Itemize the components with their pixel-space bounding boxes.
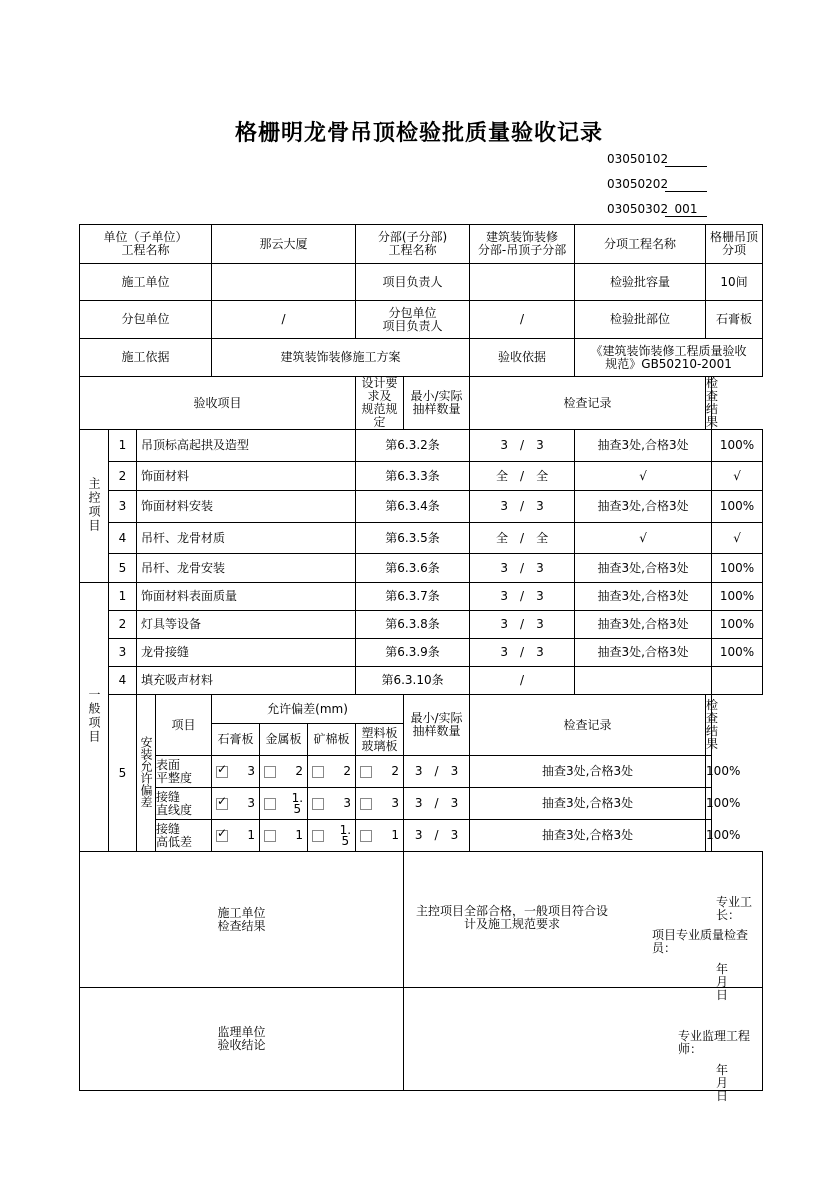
item-name: 饰面材料安装 (137, 491, 356, 523)
foreman-label: 专业工长： (716, 895, 753, 922)
tolerance-cell[interactable]: 2 (308, 756, 356, 788)
tolerance-cell[interactable]: ✓ 1 (212, 820, 260, 852)
col-record: 检查记录 (470, 377, 706, 430)
tolerance-cell[interactable]: 1. 5 (260, 788, 308, 820)
tolerance-header: 允许偏差(mm) (212, 695, 404, 724)
item-result: 100% (712, 430, 763, 462)
item-no: 3 (109, 639, 137, 667)
item-spec: 第6.3.9条 (356, 639, 470, 667)
item-sample: 3 / 3 (470, 554, 575, 583)
checkbox-icon[interactable] (360, 798, 372, 810)
item-spec: 第6.3.6条 (356, 554, 470, 583)
item-name: 吊顶标高起拱及造型 (137, 430, 356, 462)
checkbox-icon[interactable] (264, 798, 276, 810)
material-mineral: 矿棉板 (308, 724, 356, 756)
checkbox-icon[interactable] (216, 766, 228, 778)
subitem-value: 格栅吊顶分项 (706, 225, 763, 264)
tolerance-cell[interactable]: 1 (356, 820, 404, 852)
checkbox-icon[interactable] (216, 798, 228, 810)
sub-leader-label: 分包单位 项目负责人 (356, 301, 470, 339)
supervision-label: 监理单位 验收结论 (80, 988, 404, 1091)
checkbox-icon[interactable] (360, 766, 372, 778)
sub-unit-value: / (212, 301, 356, 339)
item-spec: 第6.3.4条 (356, 491, 470, 523)
supervision-date: 年 月 日 (716, 1063, 753, 1103)
tolerance-row-name: 接缝 高低差 (156, 820, 212, 852)
general-group-label: 一般项目 (80, 583, 109, 852)
col-record: 检查记录 (470, 695, 706, 756)
code-row (607, 175, 717, 200)
item-spec: 第6.3.8条 (356, 611, 470, 639)
col-result: 检查 结果 (706, 376, 719, 429)
item-no: 1 (109, 583, 137, 611)
supervision-engineer-label: 专业监理工程师： (678, 1029, 751, 1056)
item-sample: / (470, 667, 575, 695)
checkbox-icon[interactable] (312, 830, 324, 842)
tolerance-cell[interactable]: ✓ 3 (212, 756, 260, 788)
checkbox-icon[interactable] (312, 766, 324, 778)
item-sample: 3 / 3 (404, 788, 470, 820)
item-result: √ (712, 523, 763, 554)
item-record: 抽查3处,合格3处 (470, 756, 706, 788)
item-record: √ (575, 462, 712, 491)
item-no: 4 (109, 523, 137, 554)
item-record: 抽查3处,合格3处 (575, 491, 712, 523)
item-result: 100% (706, 756, 712, 788)
material-gypsum: 石膏板 (212, 724, 260, 756)
item-sample: 3 / 3 (470, 611, 575, 639)
item-no: 2 (109, 611, 137, 639)
item-no: 4 (109, 667, 137, 695)
item-name: 吊杆、龙骨材质 (137, 523, 356, 554)
division-label: 分部(子分部) 工程名称 (356, 225, 470, 264)
col-result: 检查 结果 (706, 695, 712, 756)
item-result: 100% (712, 639, 763, 667)
item-sample: 3 / 3 (470, 639, 575, 667)
item-no: 3 (109, 491, 137, 523)
checkbox-icon[interactable] (264, 766, 276, 778)
inspector-label: 项目专业质量检查员： (652, 928, 749, 955)
tolerance-row-name: 接缝 直线度 (156, 788, 212, 820)
unit-value: 那云大厦 (212, 225, 356, 264)
page-title: 格栅明龙骨吊顶检验批质量验收记录 (234, 120, 603, 146)
item-sample: 3 / 3 (470, 430, 575, 462)
tolerance-cell[interactable]: 3 (356, 788, 404, 820)
acceptance-basis-label: 验收依据 (470, 339, 575, 377)
code-value (665, 150, 707, 167)
material-metal: 金属板 (260, 724, 308, 756)
tolerance-row-name: 表面 平整度 (156, 756, 212, 788)
item-result: 100% (706, 820, 712, 852)
basis-label: 施工依据 (80, 339, 212, 377)
item-no: 5 (109, 554, 137, 583)
unit-label: 单位（子单位） 工程名称 (80, 225, 212, 264)
item-result: 100% (712, 491, 763, 523)
item-spec: 第6.3.2条 (356, 430, 470, 462)
checkbox-icon[interactable] (312, 798, 324, 810)
item-record: 抽查3处,合格3处 (575, 430, 712, 462)
construction-check-label: 施工单位 检查结果 (80, 852, 404, 988)
project-leader-value (470, 264, 575, 301)
item-result: 100% (712, 554, 763, 583)
item-result: 100% (706, 788, 712, 820)
tolerance-cell[interactable]: 2 (260, 756, 308, 788)
main-group-label: 主控项目 (80, 430, 109, 583)
construction-conclusion: 主控项目全部合格，一般项目符合设 计及施工规范要求 (416, 904, 609, 931)
item-result: 100% (712, 611, 763, 639)
construction-unit-label: 施工单位 (80, 264, 212, 301)
item-no: 5 (109, 695, 137, 852)
item-spec: 第6.3.3条 (356, 462, 470, 491)
basis-value: 建筑装饰装修施工方案 (212, 339, 470, 377)
tolerance-cell[interactable]: 2 (356, 756, 404, 788)
item-sample: 3 / 3 (470, 583, 575, 611)
tolerance-cell[interactable]: 1. 5 (308, 820, 356, 852)
item-sample: 3 / 3 (470, 491, 575, 523)
checkbox-icon[interactable] (264, 830, 276, 842)
sub-leader-value: / (470, 301, 575, 339)
item-record (575, 667, 712, 695)
col-sample: 最小/实际 抽样数量 (404, 695, 470, 756)
batch-location-label: 检验批部位 (575, 301, 706, 339)
item-record: 抽查3处,合格3处 (575, 639, 712, 667)
item-name: 龙骨接缝 (137, 639, 356, 667)
item-record: √ (575, 523, 712, 554)
item-record: 抽查3处,合格3处 (575, 554, 712, 583)
item-no: 2 (109, 462, 137, 491)
item-spec: 第6.3.10条 (356, 667, 470, 695)
code-number: 03050102 (607, 152, 669, 166)
item-record: 抽查3处,合格3处 (470, 788, 706, 820)
col-sample: 最小/实际 抽样数量 (404, 377, 470, 430)
sub-unit-label: 分包单位 (80, 301, 212, 339)
col-design: 设计要求及 规范规定 (356, 377, 404, 430)
item-name: 饰面材料 (137, 462, 356, 491)
code-row (607, 200, 717, 225)
col-item: 验收项目 (80, 377, 356, 430)
item-name: 吊杆、龙骨安装 (137, 554, 356, 583)
tolerance-cell[interactable]: ✓ 3 (212, 788, 260, 820)
item-record: 抽查3处,合格3处 (575, 611, 712, 639)
project-leader-label: 项目负责人 (356, 264, 470, 301)
code-value: 001 (665, 200, 707, 217)
acceptance-basis-value: 《建筑装饰装修工程质量验收 规范》GB50210-2001 (575, 339, 763, 377)
item-sample: 全 / 全 (470, 523, 575, 554)
item-name: 填充吸声材料 (137, 667, 356, 695)
item-spec: 第6.3.7条 (356, 583, 470, 611)
tolerance-group-label: 安装允许偏差 (137, 695, 156, 852)
code-number: 03050202 (607, 177, 669, 191)
item-no: 1 (109, 430, 137, 462)
code-block (607, 150, 717, 225)
batch-capacity-value: 10间 (706, 264, 763, 301)
tolerance-cell[interactable]: 3 (308, 788, 356, 820)
item-result (712, 667, 763, 695)
item-name: 饰面材料表面质量 (137, 583, 356, 611)
construction-unit-value (212, 264, 356, 301)
tolerance-cell[interactable]: 1 (260, 820, 308, 852)
item-sample: 3 / 3 (404, 820, 470, 852)
item-spec: 第6.3.5条 (356, 523, 470, 554)
inspection-table (79, 224, 763, 1103)
item-record: 抽查3处,合格3处 (470, 820, 706, 852)
batch-location-value: 石膏板 (706, 301, 763, 339)
material-plastic-glass: 塑料板 玻璃板 (356, 724, 404, 756)
code-number: 03050302 (607, 202, 669, 216)
code-value (665, 175, 707, 192)
item-record: 抽查3处,合格3处 (575, 583, 712, 611)
item-name: 灯具等设备 (137, 611, 356, 639)
tolerance-item-label: 项目 (156, 695, 212, 756)
item-sample: 全 / 全 (470, 462, 575, 491)
division-value: 建筑装饰装修 分部-吊顶子分部 (470, 225, 575, 264)
item-result: √ (712, 462, 763, 491)
supervision-body (404, 988, 763, 1103)
item-sample: 3 / 3 (404, 756, 470, 788)
code-row (607, 150, 717, 175)
subitem-label: 分项工程名称 (575, 225, 706, 264)
item-result: 100% (712, 583, 763, 611)
checkbox-icon[interactable] (216, 830, 228, 842)
construction-date: 年 月 日 (716, 962, 753, 1002)
checkbox-icon[interactable] (360, 830, 372, 842)
batch-capacity-label: 检验批容量 (575, 264, 706, 301)
construction-check-body (404, 852, 763, 1002)
